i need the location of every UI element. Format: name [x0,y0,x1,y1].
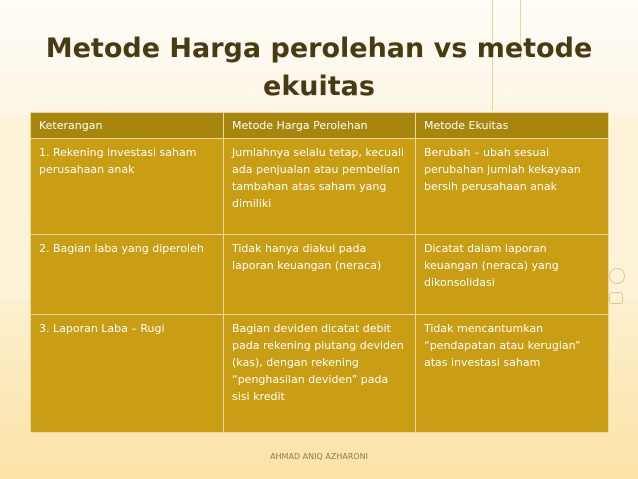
table-cell: Berubah – ubah sesuai perubahan jumlah kekayaan bersih perusahaan anak [416,139,609,235]
table-cell: Tidak mencantumkan “pendapatan atau kerugian” atas investasi saham [416,315,609,433]
column-header: Metode Ekuitas [416,113,609,139]
column-header: Keterangan [31,113,224,139]
table-cell: 1. Rekening investasi saham perusahaan anak [31,139,224,235]
table-row [31,315,609,433]
slide-title-line: ekuitas [263,71,375,102]
comparison-table [30,112,609,433]
table-cell: 3. Laporan Laba – Rugi [31,315,224,433]
table-row [31,235,609,315]
table-cell: 2. Bagian laba yang diperoleh [31,235,224,315]
table-cell: Tidak hanya diakui pada laporan keuangan (neraca) [224,235,416,315]
column-header: Metode Harga Perolehan [224,113,416,139]
table-cell: Dicatat dalam laporan keuangan (neraca) yang dikonsolidasi [416,235,609,315]
decorative-doodle-icon [609,268,625,284]
table-header-row [31,113,609,139]
slide-title [30,30,608,106]
table-cell: Jumlahnya selalu tetap, kecuali ada penjualan atau pembelian tambahan atas saham yang dimiliki [224,139,416,235]
slide-footer-author: AHMAD ANIQ AZHARONI [270,452,368,461]
table-row [31,139,609,235]
slide-title-line: Metode Harga perolehan vs metode [45,33,593,64]
decorative-doodle-icon [609,292,623,304]
table-cell: Bagian deviden dicatat debit pada rekening piutang deviden (kas), dengan rekening “penghasilan deviden” pada sisi kredit [224,315,416,433]
